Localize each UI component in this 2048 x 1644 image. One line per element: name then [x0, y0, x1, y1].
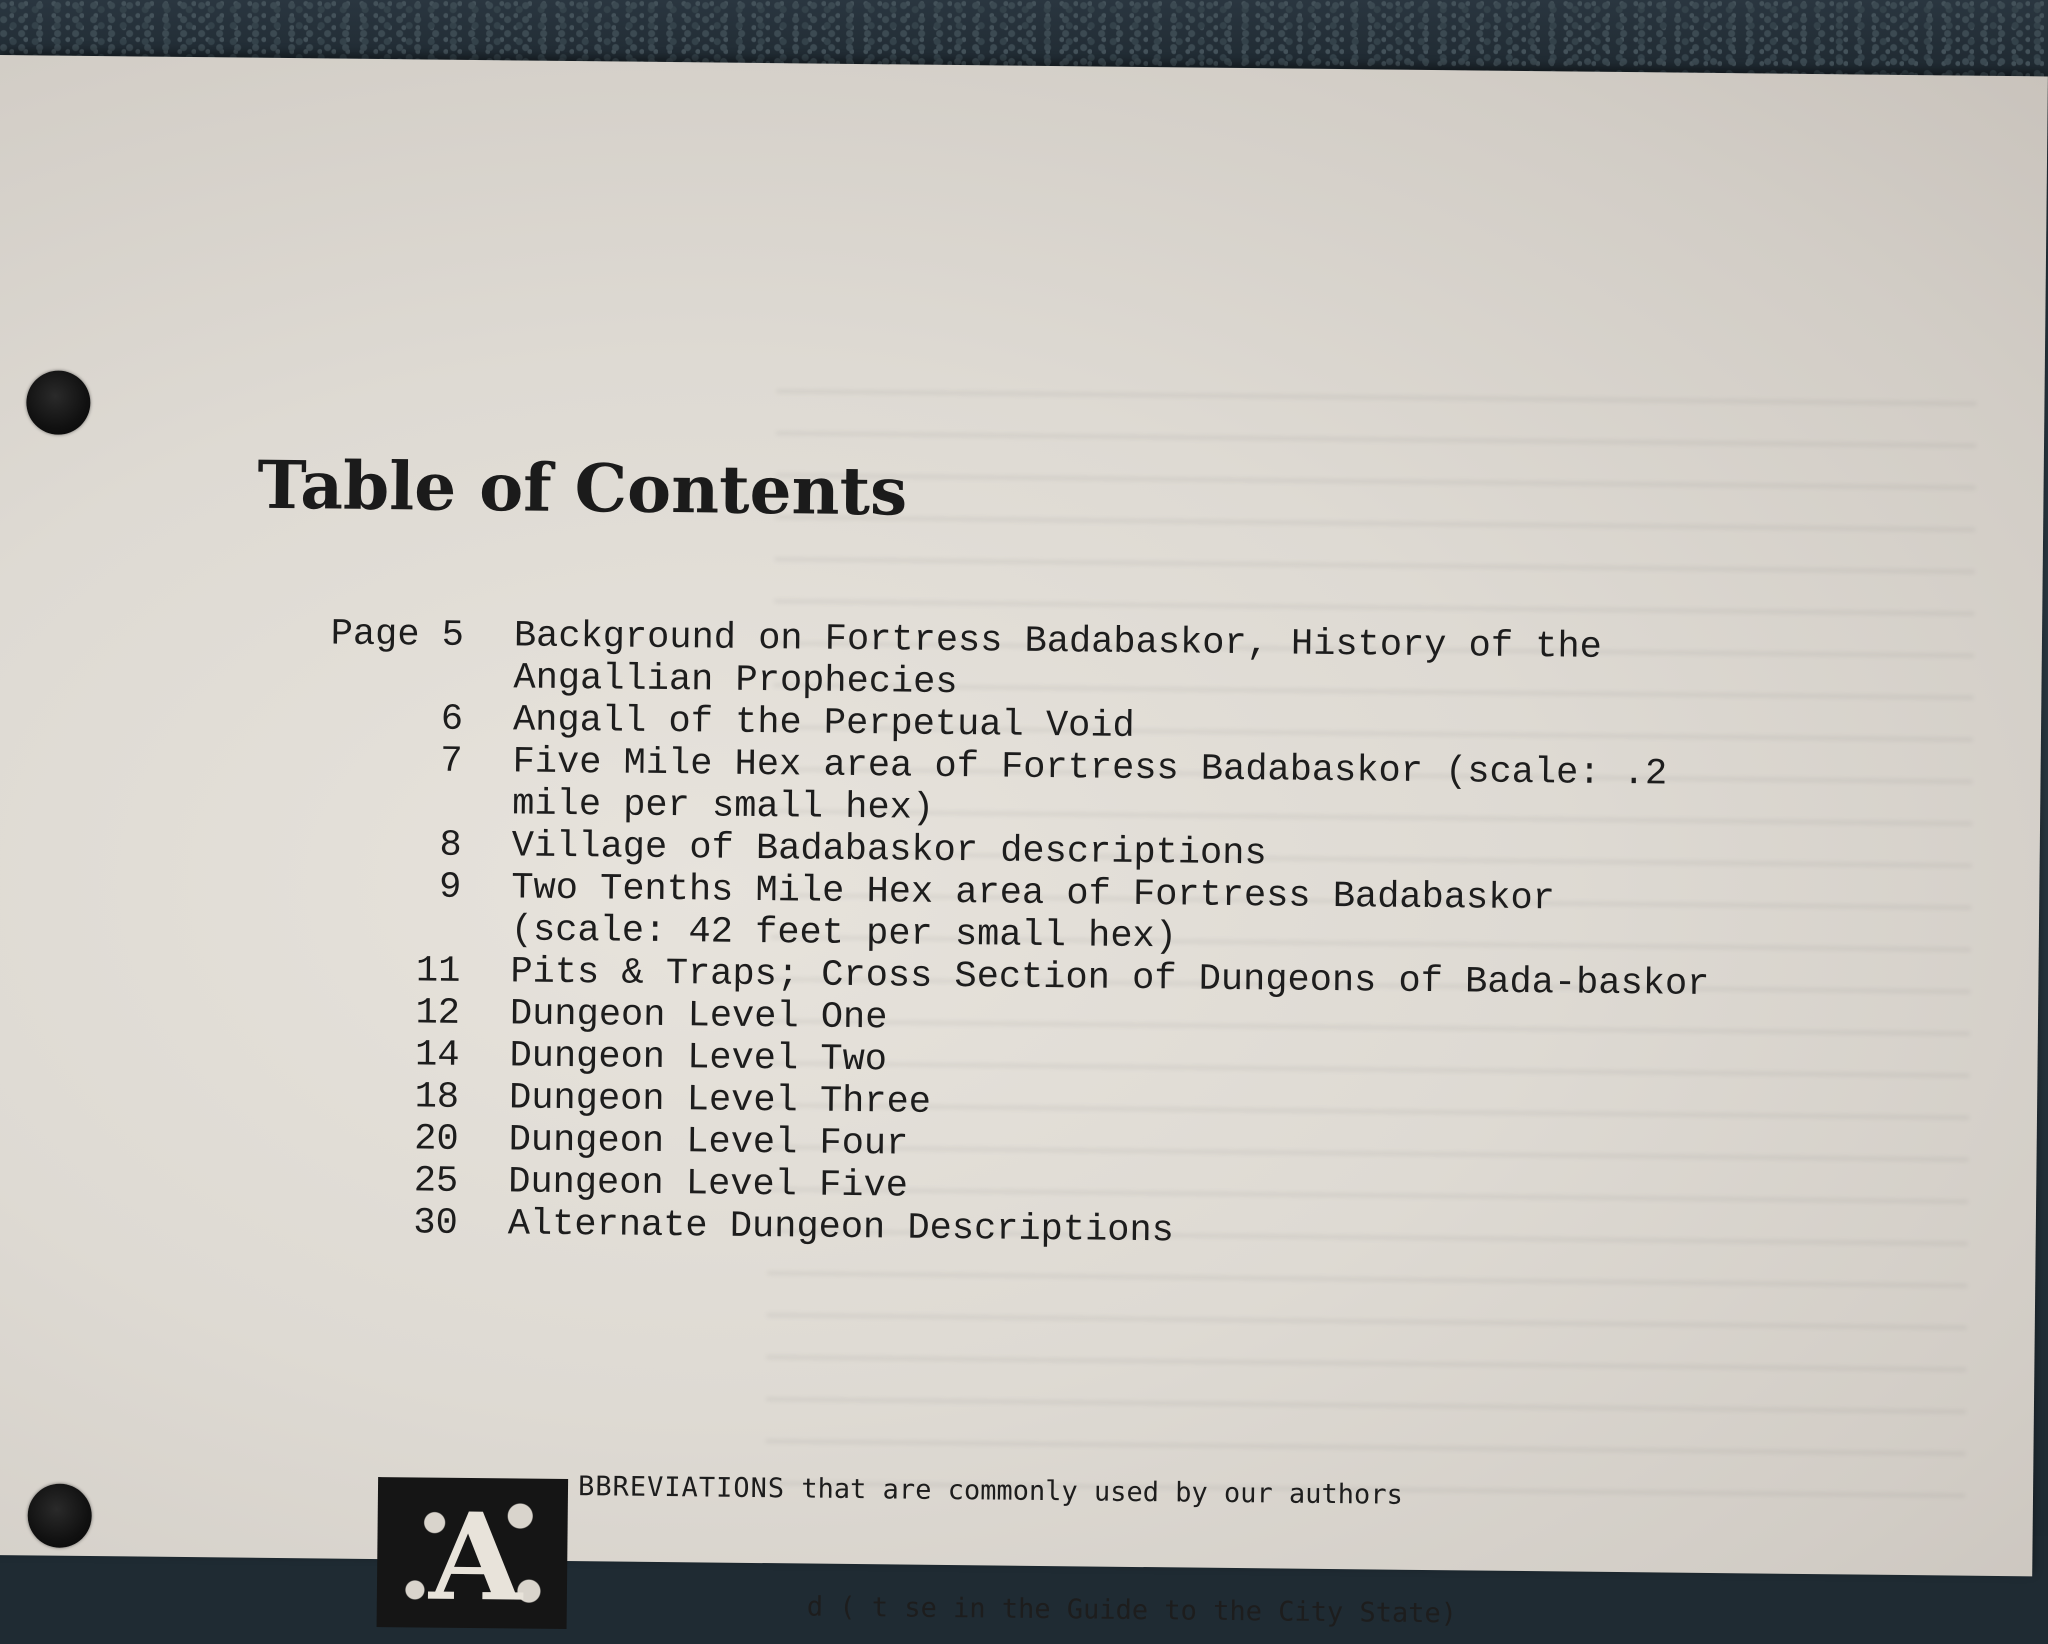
toc-entry-text: Village of Badabaskor descriptions: [511, 825, 1267, 876]
toc-entry-text: Alternate Dungeon Descriptions: [507, 1203, 1175, 1253]
punch-hole-bottom: [27, 1483, 92, 1548]
toc-entry: [291, 865, 1772, 964]
toc-entry-text: Dungeon Level Three: [508, 1077, 932, 1124]
toc-page-number: Page 5: [330, 613, 465, 657]
punch-hole-top: [26, 370, 91, 435]
table-of-contents: [288, 613, 1775, 1258]
toc-entry-text: Pits & Traps; Cross Section of Dungeons of Bada-baskor: [510, 951, 1710, 1006]
toc-entry-text: Two Tenths Mile Hex area of Fortress Badabaskor (scale: 42 feet per small hex): [510, 867, 1556, 959]
abbreviations-section: [377, 1469, 1828, 1630]
toc-page-number: 12: [415, 992, 461, 1035]
abbreviations-caps: BBREVIATIONS: [577, 1471, 786, 1505]
toc-entry-text: Dungeon Level Four: [508, 1119, 909, 1166]
toc-page-number: 14: [414, 1034, 460, 1077]
toc-page-number: 25: [413, 1160, 459, 1203]
decorative-initial-a: [377, 1477, 569, 1629]
toc-page-number: 18: [414, 1076, 460, 1119]
toc-page-number: 30: [413, 1202, 459, 1245]
toc-page-number: 7: [440, 740, 463, 783]
toc-entry-text: Dungeon Level Five: [508, 1161, 909, 1208]
toc-page-number: 11: [415, 950, 461, 993]
abbreviations-subtitle: that are commonly used by our authors: [801, 1473, 1403, 1511]
toc-page-number: 20: [414, 1118, 459, 1161]
toc-entry-text: Dungeon Level Two: [509, 1035, 888, 1082]
toc-entry: [293, 613, 1774, 712]
initial-letter: A: [428, 1486, 524, 1629]
toc-page-number: 6: [440, 698, 464, 741]
page-title: Table of Contents: [257, 445, 908, 531]
document-page: [0, 55, 2048, 1630]
toc-page-number: 9: [438, 866, 462, 909]
toc-page-number: 8: [439, 824, 462, 867]
toc-entry-text: Dungeon Level One: [509, 993, 888, 1040]
toc-entry-text: Angall of the Perpetual Void: [512, 699, 1135, 748]
cutoff-text-line: d ( t se in the Guide to the City State): [806, 1591, 1458, 1630]
toc-entry-text: Five Mile Hex area of Fortress Badabaskor (scale: .2 mile per small hex): [511, 741, 1668, 830]
toc-entry: [292, 739, 1773, 838]
toc-entry-text: Background on Fortress Badabaskor, History of the Angallian Prophecies: [513, 615, 1603, 705]
